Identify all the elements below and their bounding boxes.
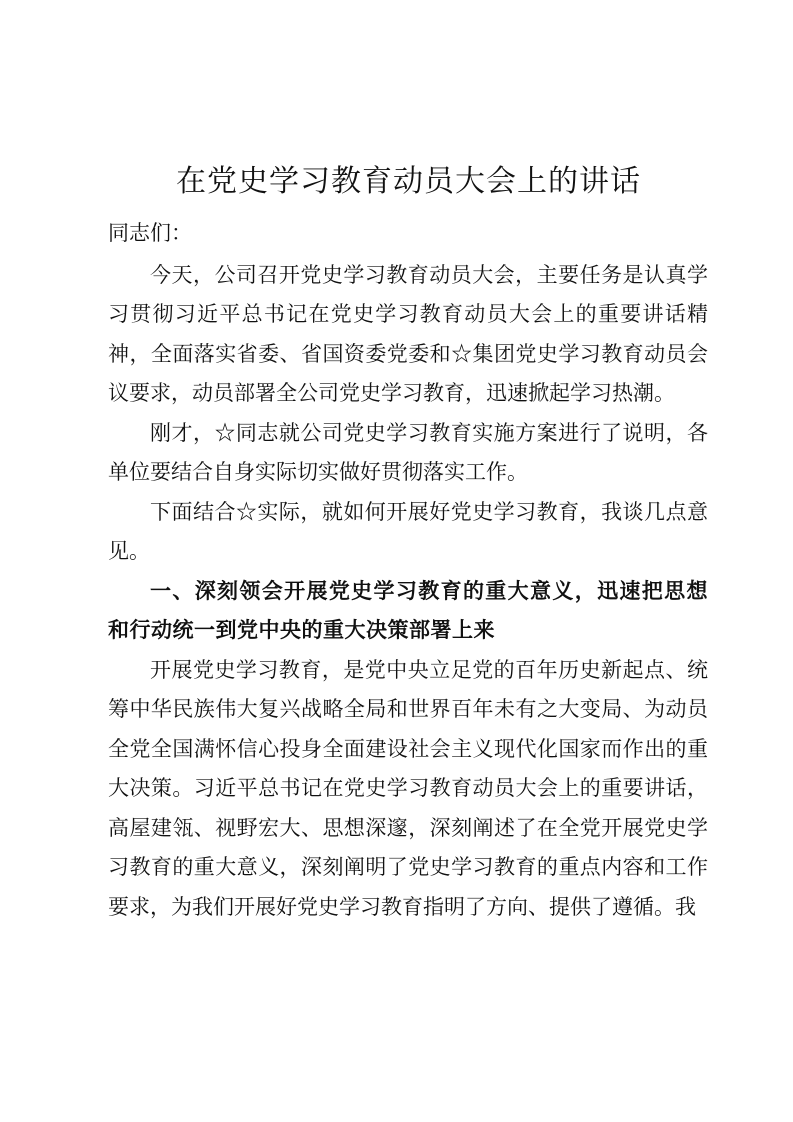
document-body xyxy=(108,214,708,927)
salutation: 同志们： xyxy=(108,221,192,245)
paragraph-opening: 今天，公司召开党史学习教育动员大会，主要任务是认真学习贯彻习近平总书记在党史学习教育动员大会上的重要讲话精神，全面落实省委、省国资委党委和☆集团党史学习教育动员会议要求，动员部署全公司党史学习教育，迅速掀起学习热潮。 xyxy=(108,262,708,405)
document-title: 在党史学习教育动员大会上的讲话 xyxy=(176,164,641,199)
section-heading: 一、深刻领会开展党史学习教育的重大意义，迅速把思想和行动统一到党中央的重大决策部署上来 xyxy=(108,578,708,642)
paragraph-intro: 下面结合☆实际，就如何开展好党史学习教育，我谈几点意见。 xyxy=(108,499,708,563)
section-paragraph: 开展党史学习教育，是党中央立足党的百年历史新起点、统筹中华民族伟大复兴战略全局和世界百年未有之大变局、为动员全党全国满怀信心投身全面建设社会主义现代化国家而作出的重大决策。习近平总书记在党史学习教育动员大会上的重要讲话，高屋建瓴、视野宏大、思想深邃，深刻阐述了在全党开展党史学习教育的重大意义，深刻阐明了党史学习教育的重点内容和工作要求，为我们开展好党史学习教育指明了方向、提供了遵循。我 xyxy=(108,657,708,919)
paragraph-explanation: 刚才，☆同志就公司党史学习教育实施方案进行了说明，各单位要结合自身实际切实做好贯彻落实工作。 xyxy=(108,420,708,484)
